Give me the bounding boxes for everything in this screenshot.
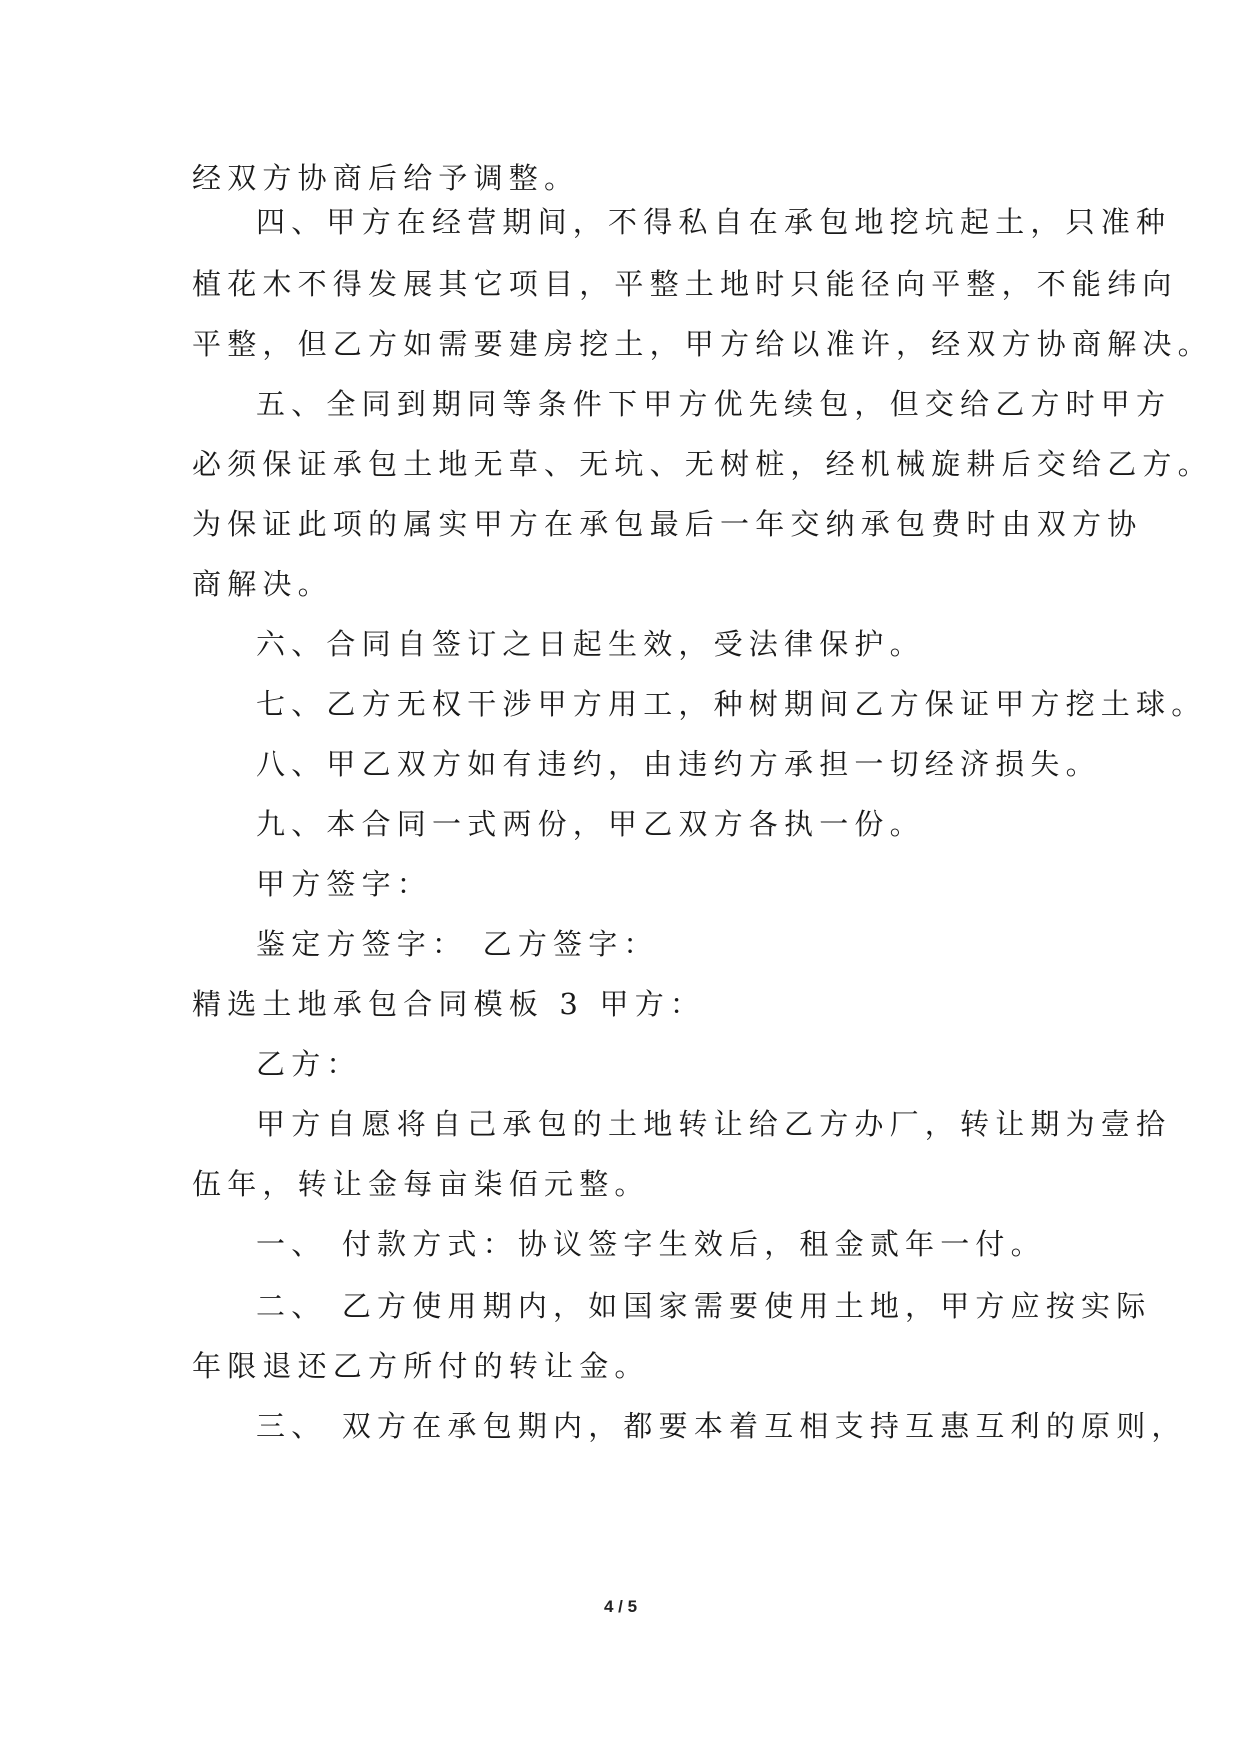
page-number: 4 / 5 (603, 1597, 638, 1616)
clause-6-line: 六、合同自签订之日起生效，受法律保护。 (256, 627, 925, 661)
clause-5-line-3: 为保证此项的属实甲方在承包最后一年交纳承包费时由双方协 (192, 507, 1143, 541)
clause-4-line-3: 平整，但乙方如需要建房挖土，甲方给以准许，经双方协商解决。 (192, 327, 1213, 361)
clause-7-line: 七、乙方无权干涉甲方用工，种树期间乙方保证甲方挖土球。 (256, 687, 1207, 721)
template-title-line: 精选土地承包合同模板 3 甲方： (192, 987, 706, 1021)
clause-2-line-1: 二、 乙方使用期内，如国家需要使用土地，甲方应按实际 (256, 1289, 1152, 1323)
clause-3-line-1: 三、 双方在承包期内，都要本着互相支持互惠互利的原则， (256, 1409, 1187, 1443)
intro-line-1: 甲方自愿将自己承包的土地转让给乙方办厂，转让期为壹拾 (256, 1107, 1172, 1141)
clause-1-line: 一、 付款方式：协议签字生效后，租金贰年一付。 (256, 1227, 1046, 1261)
intro-line-2: 伍年，转让金每亩柒佰元整。 (192, 1167, 650, 1201)
clause-8-line: 八、甲乙双方如有违约，由违约方承担一切经济损失。 (256, 747, 1101, 781)
clause-4-line-1: 四、甲方在经营期间，不得私自在承包地挖坑起土，只准种 (256, 205, 1172, 239)
party-a-signature-label: 甲方签字： (256, 867, 433, 901)
clause-5-line-2: 必须保证承包土地无草、无坑、无树桩，经机械旋耕后交给乙方。 (192, 447, 1213, 481)
party-b-label: 乙方： (256, 1047, 362, 1081)
clause-4-line-2: 植花木不得发展其它项目，平整土地时只能径向平整，不能纬向 (192, 267, 1178, 301)
paragraph-line: 经双方协商后给予调整。 (192, 161, 580, 195)
clause-5-line-1: 五、全同到期同等条件下甲方优先续包，但交给乙方时甲方 (256, 387, 1172, 421)
clause-9-line: 九、本合同一式两份，甲乙双方各执一份。 (256, 807, 925, 841)
witness-signature-label: 鉴定方签字： 乙方签字： (256, 927, 659, 961)
clause-2-line-2: 年限退还乙方所付的转让金。 (192, 1349, 650, 1383)
clause-5-line-4: 商解决。 (192, 567, 333, 601)
